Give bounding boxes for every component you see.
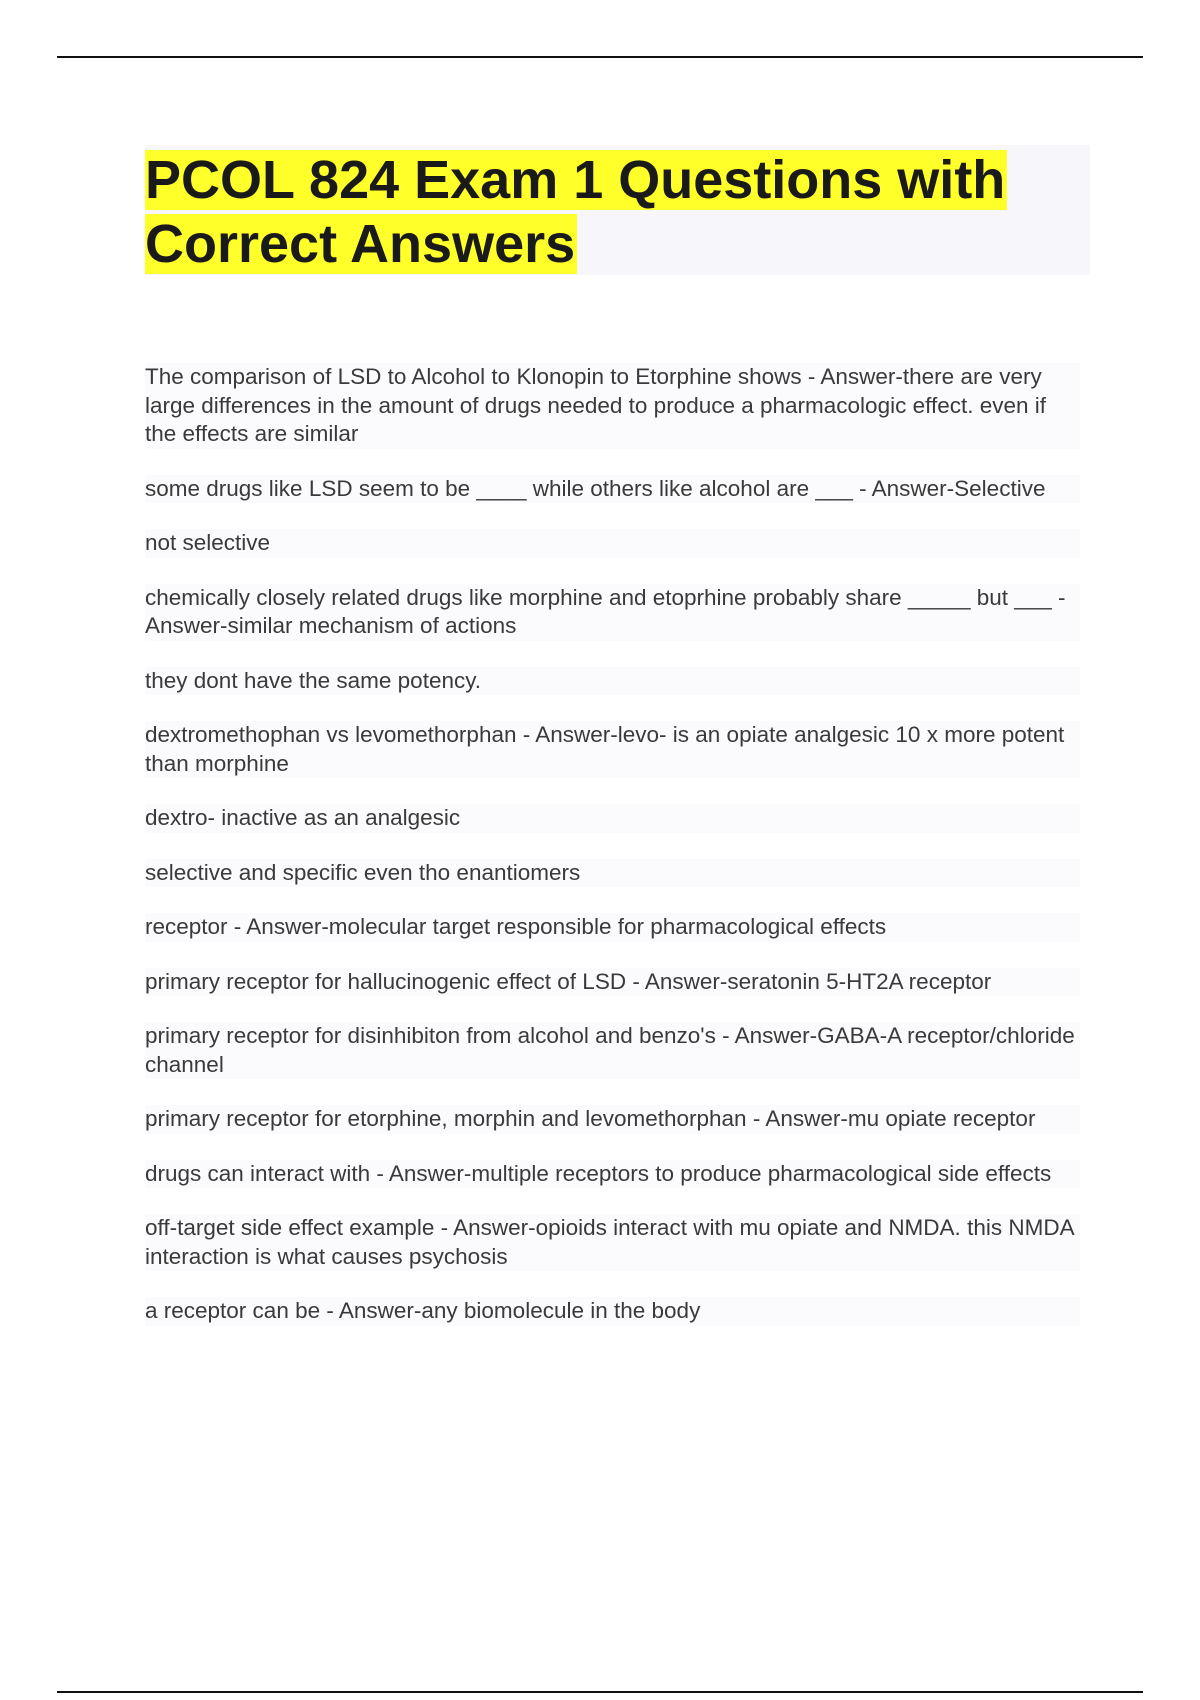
qa-paragraph: primary receptor for disinhibiton from alcohol and benzo's - Answer-GABA-A receptor/chloride channel (145, 1022, 1080, 1079)
qa-paragraph: dextro- inactive as an analgesic (145, 804, 1080, 833)
qa-paragraph: some drugs like LSD seem to be ____ while others like alcohol are ___ - Answer-Selective (145, 475, 1080, 504)
top-rule (57, 56, 1143, 58)
bottom-rule (57, 1691, 1143, 1693)
qa-paragraph: off-target side effect example - Answer-opioids interact with mu opiate and NMDA. this NMDA interaction is what causes psychosis (145, 1214, 1080, 1271)
qa-paragraph: The comparison of LSD to Alcohol to Klonopin to Etorphine shows - Answer-there are very large differences in the amount of drugs needed to produce a pharmacologic effect. even if the effects are similar (145, 363, 1080, 449)
qa-paragraph: a receptor can be - Answer-any biomolecule in the body (145, 1297, 1080, 1326)
qa-paragraph: they dont have the same potency. (145, 667, 1080, 696)
qa-paragraph: primary receptor for etorphine, morphin and levomethorphan - Answer-mu opiate receptor (145, 1105, 1080, 1134)
highlighted-title-text: PCOL 824 Exam 1 Questions with Correct Answers (145, 150, 1006, 274)
qa-list (145, 363, 1080, 1352)
qa-paragraph: receptor - Answer-molecular target responsible for pharmacological effects (145, 913, 1080, 942)
qa-paragraph: chemically closely related drugs like morphine and etoprhine probably share _____ but ___ - Answer-similar mechanism of actions (145, 584, 1080, 641)
qa-paragraph: not selective (145, 529, 1080, 558)
qa-paragraph: drugs can interact with - Answer-multiple receptors to produce pharmacological side effects (145, 1160, 1080, 1189)
qa-paragraph: primary receptor for hallucinogenic effect of LSD - Answer-seratonin 5-HT2A receptor (145, 968, 1080, 997)
qa-paragraph: selective and specific even tho enantiomers (145, 859, 1080, 888)
document-title (145, 148, 1105, 276)
qa-paragraph: dextromethophan vs levomethorphan - Answer-levo- is an opiate analgesic 10 x more potent than morphine (145, 721, 1080, 778)
